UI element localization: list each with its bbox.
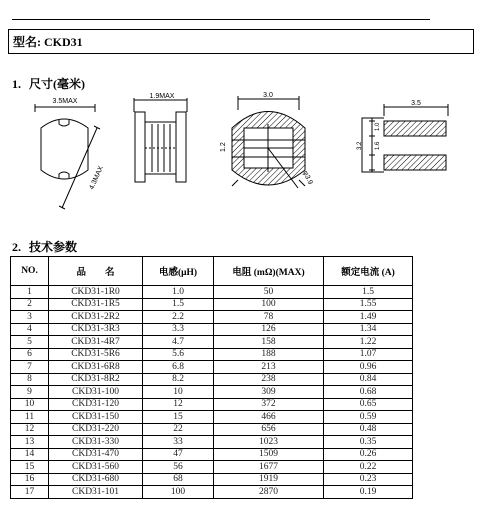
cell-resistance: 238 [214,373,324,386]
cell-inductance: 100 [143,486,214,499]
cell-part-name: CKD31-5R6 [49,348,143,361]
cell-part-name: CKD31-4R7 [49,336,143,349]
dim-gap-label: 1.2 [220,142,227,152]
cell-inductance: 1.0 [143,286,214,299]
cell-rated-current: 0.65 [324,398,413,411]
cell-no: 12 [11,423,49,436]
cell-resistance: 213 [214,361,324,374]
cell-inductance: 56 [143,461,214,474]
dim-width-label: 3.5MAX [52,98,78,105]
table-row [11,486,413,499]
cell-inductance: 2.2 [143,311,214,324]
section-view-drawing [232,96,305,188]
cell-part-name: CKD31-560 [49,461,143,474]
model-title-box [8,29,474,54]
cell-resistance: 158 [214,336,324,349]
cell-part-name: CKD31-100 [49,386,143,399]
cell-resistance: 1509 [214,448,324,461]
cell-rated-current: 0.48 [324,423,413,436]
cell-inductance: 47 [143,448,214,461]
cell-no: 6 [11,348,49,361]
cell-part-name: CKD31-6R8 [49,361,143,374]
cell-resistance: 100 [214,298,324,311]
cell-resistance: 188 [214,348,324,361]
section-number: 2. [12,240,21,254]
cell-resistance: 1677 [214,461,324,474]
cell-rated-current: 0.35 [324,436,413,449]
dim-pad-width-label: 1.0 [375,122,381,131]
cell-resistance: 656 [214,423,324,436]
table-row [11,461,413,474]
table-row [11,361,413,374]
cell-inductance: 5.6 [143,348,214,361]
section-number: 1. [12,77,21,91]
cell-inductance: 6.8 [143,361,214,374]
cell-no: 16 [11,473,49,486]
cell-no: 3 [11,311,49,324]
side-view-drawing [134,98,187,182]
cell-resistance: 1919 [214,473,324,486]
cell-inductance: 3.3 [143,323,214,336]
cell-no: 5 [11,336,49,349]
cell-rated-current: 0.68 [324,386,413,399]
cell-resistance: 466 [214,411,324,424]
cell-part-name: CKD31-101 [49,486,143,499]
cell-part-name: CKD31-470 [49,448,143,461]
dim-pad-gap-label: 1.6 [375,141,381,150]
table-row [11,286,413,299]
cell-no: 2 [11,298,49,311]
cell-rated-current: 0.19 [324,486,413,499]
cell-no: 8 [11,373,49,386]
cell-no: 11 [11,411,49,424]
table-row [11,348,413,361]
dim-pad-total-label: 3.2 [357,141,363,150]
cell-resistance: 50 [214,286,324,299]
table-row [11,473,413,486]
header-rated-current: 额定电流 (A) [324,257,413,286]
cell-part-name: CKD31-1R5 [49,298,143,311]
table-row [11,398,413,411]
cell-rated-current: 1.49 [324,311,413,324]
table-row [11,386,413,399]
cell-inductance: 10 [143,386,214,399]
cell-rated-current: 0.96 [324,361,413,374]
cell-resistance: 309 [214,386,324,399]
cell-no: 7 [11,361,49,374]
cell-rated-current: 1.34 [324,323,413,336]
cell-inductance: 1.5 [143,298,214,311]
cell-rated-current: 1.5 [324,286,413,299]
dim-diameter-label: φ3.9 [301,169,314,186]
dimension-drawings [0,90,491,225]
cell-resistance: 126 [214,323,324,336]
cell-inductance: 33 [143,436,214,449]
cell-no: 15 [11,461,49,474]
model-label: 型名: CKD31 [13,35,83,49]
cell-rated-current: 0.22 [324,461,413,474]
section-title: 尺寸(毫米) [29,77,85,91]
cell-part-name: CKD31-150 [49,411,143,424]
dim-diagonal-label: 4.3MAX [88,165,105,191]
dim-core-label: 3.0 [263,92,273,99]
table-row [11,311,413,324]
top-rule [12,19,430,20]
top-view-drawing [35,104,100,209]
cell-no: 1 [11,286,49,299]
header-inductance: 电感(μH) [143,257,214,286]
section-title: 技术参数 [29,240,78,254]
cell-no: 14 [11,448,49,461]
cell-inductance: 68 [143,473,214,486]
cell-part-name: CKD31-330 [49,436,143,449]
cell-no: 9 [11,386,49,399]
cell-resistance: 372 [214,398,324,411]
cell-part-name: CKD31-3R3 [49,323,143,336]
cell-part-name: CKD31-1R0 [49,286,143,299]
cell-inductance: 4.7 [143,336,214,349]
cell-inductance: 22 [143,423,214,436]
cell-resistance: 2870 [214,486,324,499]
dim-height-label: 1.9MAX [149,93,175,100]
cell-part-name: CKD31-8R2 [49,373,143,386]
cell-rated-current: 0.26 [324,448,413,461]
cell-no: 10 [11,398,49,411]
table-row [11,373,413,386]
cell-rated-current: 1.07 [324,348,413,361]
spec-table [10,256,413,499]
table-row [11,423,413,436]
cell-inductance: 8.2 [143,373,214,386]
table-row [11,411,413,424]
cell-inductance: 15 [143,411,214,424]
table-row [11,436,413,449]
dim-pad-length-label: 3.5 [411,100,421,107]
table-row [11,298,413,311]
cell-no: 4 [11,323,49,336]
header-no: NO. [11,257,49,286]
cell-no: 17 [11,486,49,499]
cell-rated-current: 1.22 [324,336,413,349]
cell-rated-current: 1.55 [324,298,413,311]
table-header-row [11,257,413,286]
cell-no: 13 [11,436,49,449]
table-row [11,448,413,461]
land-pattern-drawing [362,104,448,172]
cell-rated-current: 0.84 [324,373,413,386]
cell-part-name: CKD31-2R2 [49,311,143,324]
cell-part-name: CKD31-680 [49,473,143,486]
table-row [11,336,413,349]
table-row [11,323,413,336]
header-part-name: 品 名 [49,257,143,286]
cell-rated-current: 0.23 [324,473,413,486]
section-specs-heading [12,238,77,255]
header-resistance: 电阻 (mΩ)(MAX) [214,257,324,286]
cell-resistance: 78 [214,311,324,324]
cell-rated-current: 0.59 [324,411,413,424]
cell-part-name: CKD31-120 [49,398,143,411]
cell-inductance: 12 [143,398,214,411]
cell-resistance: 1023 [214,436,324,449]
cell-part-name: CKD31-220 [49,423,143,436]
